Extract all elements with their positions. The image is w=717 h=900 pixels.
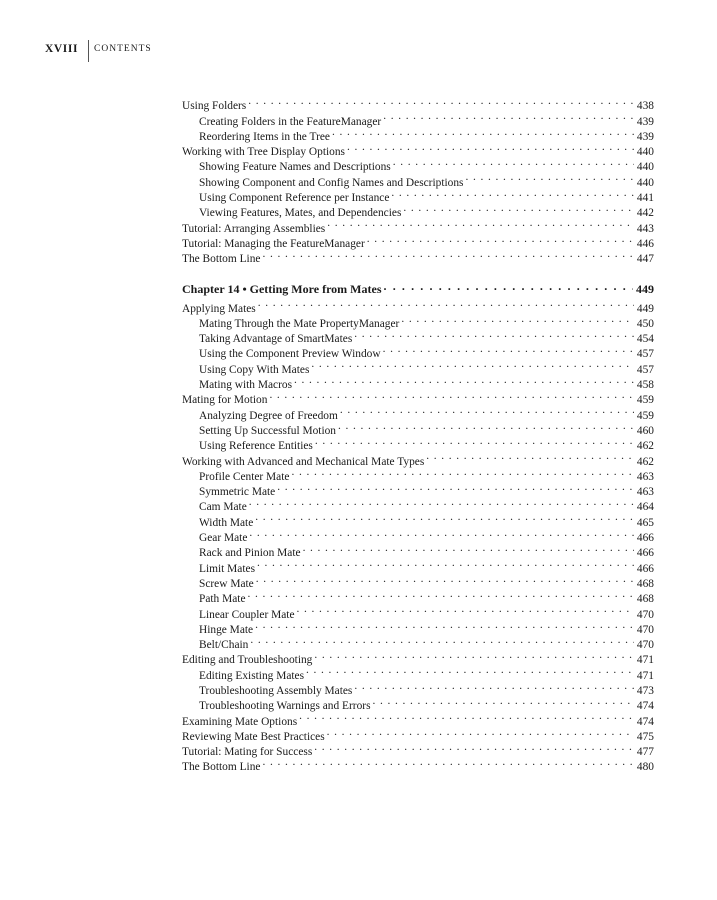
entry-title: Viewing Features, Mates, and Dependencies: [199, 207, 402, 220]
dot-leader: [338, 419, 634, 434]
dot-leader: [256, 572, 634, 587]
entry-page-number: 474: [636, 700, 654, 713]
toc-subentry: [182, 602, 654, 621]
toc-subentry: [182, 541, 654, 560]
dot-leader: [277, 480, 634, 495]
dot-leader: [354, 327, 634, 342]
toc-subentry: [182, 109, 654, 128]
entry-page-number: 459: [636, 409, 654, 422]
toc-subentry: [182, 510, 654, 529]
dot-leader: [262, 755, 633, 770]
toc-subentry: [182, 633, 654, 652]
entry-page-number: 466: [636, 532, 654, 545]
entry-page-number: 458: [636, 379, 654, 392]
header-divider: [88, 40, 89, 62]
dot-leader: [255, 618, 634, 633]
entry-page-number: 439: [636, 115, 654, 128]
chapter-title: Chapter 14 • Getting More from Mates: [182, 281, 382, 296]
chapter-heading: [182, 277, 654, 295]
entry-page-number: 466: [636, 562, 654, 575]
entry-title: Using Reference Entities: [199, 440, 313, 453]
toc-subentry: [182, 526, 654, 545]
entry-page-number: 440: [636, 161, 654, 174]
dot-leader: [314, 740, 634, 755]
entry-page-number: 459: [636, 394, 654, 407]
dot-leader: [391, 186, 633, 201]
dot-leader: [384, 277, 634, 292]
entry-title: Creating Folders in the FeatureManager: [199, 115, 382, 128]
toc-subentry: [182, 495, 654, 514]
entry-page-number: 439: [636, 130, 654, 143]
dot-leader: [257, 556, 634, 571]
entry-page-number: 462: [636, 440, 654, 453]
entry-page-number: 462: [636, 455, 654, 468]
page-number: XVIII: [45, 43, 79, 55]
entry-page-number: 480: [636, 761, 654, 774]
page-header: [45, 40, 152, 62]
entry-page-number: 477: [636, 746, 654, 759]
entry-page-number: 471: [636, 654, 654, 667]
dot-leader: [403, 201, 634, 216]
entry-title: Working with Advanced and Mechanical Mate Types: [182, 455, 425, 468]
toc-entry: [182, 648, 654, 667]
entry-page-number: 443: [636, 222, 654, 235]
entry-page-number: 446: [636, 237, 654, 250]
dot-leader: [303, 541, 634, 556]
section-title: CONTENTS: [94, 44, 152, 54]
entry-page-number: 474: [636, 715, 654, 728]
entry-title: Using Folders: [182, 100, 247, 113]
entry-page-number: 454: [636, 333, 654, 346]
entry-title: Troubleshooting Warnings and Errors: [199, 700, 371, 713]
dot-leader: [262, 247, 633, 262]
dot-leader: [311, 357, 634, 372]
entry-title: Troubleshooting Assembly Mates: [199, 684, 353, 697]
entry-page-number: 440: [636, 146, 654, 159]
entry-title: Showing Component and Config Names and Descriptions: [199, 176, 464, 189]
entry-page-number: 471: [636, 669, 654, 682]
entry-title: Working with Tree Display Options: [182, 146, 345, 159]
entry-title: Symmetric Mate: [199, 486, 276, 499]
dot-leader: [466, 170, 634, 185]
entry-page-number: 464: [636, 501, 654, 514]
entry-title: Belt/Chain: [199, 639, 249, 652]
entry-title: Cam Mate: [199, 501, 247, 514]
entry-title: Mating Through the Mate PropertyManager: [199, 317, 400, 330]
entry-title: Mating for Motion: [182, 394, 268, 407]
dot-leader: [327, 216, 634, 231]
entry-title: Tutorial: Managing the FeatureManager: [182, 237, 365, 250]
entry-title: Limit Mates: [199, 562, 255, 575]
dot-leader: [393, 155, 634, 170]
entry-page-number: 470: [636, 639, 654, 652]
entry-title: The Bottom Line: [182, 253, 261, 266]
dot-leader: [401, 312, 634, 327]
entry-title: Using Component Reference per Instance: [199, 192, 390, 205]
dot-leader: [332, 125, 634, 140]
toc-group-before: [182, 94, 654, 266]
entry-page-number: 463: [636, 486, 654, 499]
dot-leader: [294, 373, 634, 388]
toc-subentry: [182, 587, 654, 606]
entry-title: Using the Component Preview Window: [199, 348, 381, 361]
dot-leader: [383, 342, 634, 357]
entry-title: Gear Mate: [199, 532, 248, 545]
entry-title: Hinge Mate: [199, 623, 254, 636]
dot-leader: [347, 140, 634, 155]
entry-title: Analyzing Degree of Freedom: [199, 409, 338, 422]
entry-page-number: 442: [636, 207, 654, 220]
dot-leader: [426, 449, 634, 464]
dot-leader: [297, 602, 634, 617]
dot-leader: [354, 679, 634, 694]
entry-title: Taking Advantage of SmartMates: [199, 333, 353, 346]
entry-title: Width Mate: [199, 516, 254, 529]
dot-leader: [249, 526, 634, 541]
entry-page-number: 440: [636, 176, 654, 189]
dot-leader: [248, 94, 634, 109]
entry-page-number: 468: [636, 577, 654, 590]
entry-page-number: 466: [636, 547, 654, 560]
entry-title: Screw Mate: [199, 577, 254, 590]
toc-group-after: [182, 296, 654, 774]
dot-leader: [373, 694, 634, 709]
entry-page-number: 441: [636, 192, 654, 205]
entry-page-number: 468: [636, 593, 654, 606]
entry-title: Editing and Troubleshooting: [182, 654, 313, 667]
entry-page-number: 470: [636, 608, 654, 621]
entry-title: Profile Center Mate: [199, 470, 290, 483]
entry-page-number: 465: [636, 516, 654, 529]
entry-page-number: 457: [636, 348, 654, 361]
dot-leader: [299, 709, 634, 724]
entry-page-number: 447: [636, 253, 654, 266]
entry-page-number: 473: [636, 684, 654, 697]
entry-page-number: 438: [636, 100, 654, 113]
dot-leader: [269, 388, 633, 403]
entry-page-number: 460: [636, 424, 654, 437]
entry-title: Reviewing Mate Best Practices: [182, 730, 325, 743]
entry-page-number: 463: [636, 470, 654, 483]
entry-title: The Bottom Line: [182, 761, 261, 774]
toc-entry: [182, 296, 654, 315]
entry-page-number: 470: [636, 623, 654, 636]
dot-leader: [249, 495, 634, 510]
entry-page-number: 457: [636, 363, 654, 376]
dot-leader: [258, 296, 634, 311]
entry-page-number: 449: [636, 302, 654, 315]
entry-title: Path Mate: [199, 593, 246, 606]
entry-title: Using Copy With Mates: [199, 363, 310, 376]
entry-page-number: 450: [636, 317, 654, 330]
chapter-page: 449: [636, 281, 654, 296]
entry-title: Rack and Pinion Mate: [199, 547, 301, 560]
dot-leader: [367, 232, 634, 247]
entry-title: Tutorial: Mating for Success: [182, 746, 313, 759]
entry-title: Setting Up Successful Motion: [199, 424, 336, 437]
dot-leader: [250, 633, 634, 648]
dot-leader: [383, 109, 634, 124]
entry-title: Reordering Items in the Tree: [199, 130, 330, 143]
dot-leader: [291, 465, 633, 480]
toc-entry: [182, 94, 654, 113]
entry-title: Editing Existing Mates: [199, 669, 305, 682]
dot-leader: [340, 403, 634, 418]
dot-leader: [255, 510, 634, 525]
dot-leader: [327, 725, 634, 740]
entry-title: Showing Feature Names and Descriptions: [199, 161, 391, 174]
entry-title: Mating with Macros: [199, 379, 293, 392]
dot-leader: [315, 434, 634, 449]
entry-title: Applying Mates: [182, 302, 256, 315]
entry-title: Tutorial: Arranging Assemblies: [182, 222, 326, 235]
dot-leader: [314, 648, 634, 663]
table-of-contents: [182, 94, 654, 774]
entry-page-number: 475: [636, 730, 654, 743]
entry-title: Examining Mate Options: [182, 715, 298, 728]
entry-title: Linear Coupler Mate: [199, 608, 295, 621]
dot-leader: [306, 663, 634, 678]
dot-leader: [248, 587, 634, 602]
